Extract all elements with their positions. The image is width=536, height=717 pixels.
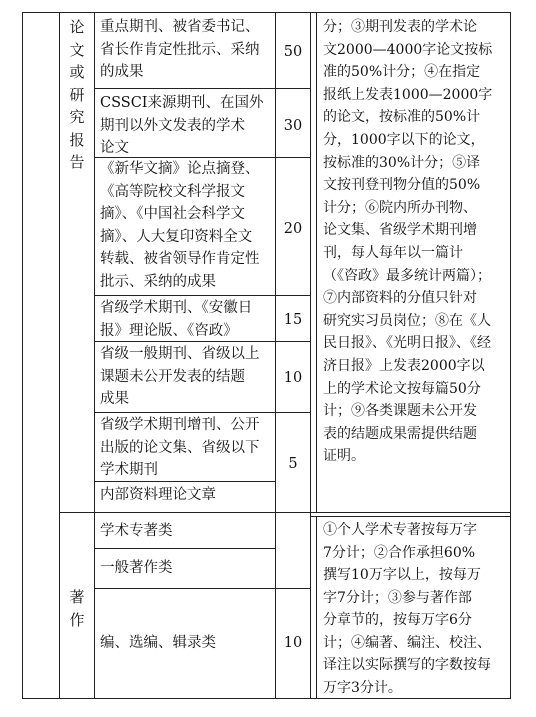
row-item: 重点期刊、被省委书记、 省长作肯定性批示、采纳 的成果 <box>100 19 260 80</box>
row-item: 学术专著类 <box>100 523 173 539</box>
category-char: 论 <box>69 18 85 36</box>
row-item: 省级学术期刊、《安徽日 报》理论版、《咨政》 <box>100 300 253 339</box>
row-item: 省级学术期刊增刊、公开 出版的论文集、省级以下 学术期刊 <box>100 417 260 478</box>
category-char: 报 <box>69 130 85 149</box>
category-works <box>60 586 94 636</box>
row-score: 50 <box>283 44 303 60</box>
category-char: 著 <box>69 588 85 606</box>
row-score: 20 <box>283 221 303 237</box>
row-item: 一般著作类 <box>100 560 173 576</box>
row-item: 省级一般期刊、省级以上 课题未公开发表的结题 成果 <box>100 346 260 407</box>
category-char: 或 <box>69 63 85 81</box>
category-char: 告 <box>69 153 85 171</box>
category-char: 文 <box>69 40 85 59</box>
scoring-notes: ①个人学术专著按每万字 7分计；②合作承担60% 撰写10万字以上，按每万 字7分计；③参与著作部 分章节的，按每万字6分 计；④编著、编注、校注、 译注以实际撰写的字数按每 万字3分计。 <box>323 522 491 696</box>
category-papers-reports <box>60 16 94 186</box>
row-score: 5 <box>288 456 298 472</box>
row-item: 《新华文摘》论点摘登、 《高等院校文科学报文 摘》、《中国社会科学文 摘》、人大复印资料全文 转载、被省领导作肯定性 批示、采纳的成果 <box>100 161 260 290</box>
row-score: 15 <box>283 312 303 328</box>
row-item: 内部资料理论文章 <box>100 487 216 503</box>
row-score: 30 <box>283 118 303 134</box>
row-item: CSSCI来源期刊、在国外 期刊以外文发表的学术 论文 <box>100 95 264 156</box>
row-item: 编、选编、辑录类 <box>100 635 216 651</box>
row-score: 10 <box>283 370 303 386</box>
category-char: 作 <box>69 610 85 629</box>
category-char: 研 <box>69 85 85 104</box>
row-score: 10 <box>283 635 303 651</box>
category-char: 究 <box>69 108 85 126</box>
scoring-notes: 分；③期刊发表的学术论 文2000—4000字论文按标 准的50%计分；④在指定 报纸上发表1000—2000字 的论文，按标准的50%计 分，1000字以下的论文， 按标准的30%计分；⑤译 文按刊登刊物分值的50% 计分；⑥院内所办刊物、 论文集、省级学术期刊增 刊，每人每年以一篇计 （《咨政》最多统计两篇）； ⑦内部资料的分值只针对 研究实习员岗位；⑧在《人 民日报》、《光明日报》、《经 济日报》上发表2000字以 上的学术论文按每篇50分 计；⑨各类课题未公开发 表的结题成果需提供结题 证明。 <box>323 19 493 465</box>
